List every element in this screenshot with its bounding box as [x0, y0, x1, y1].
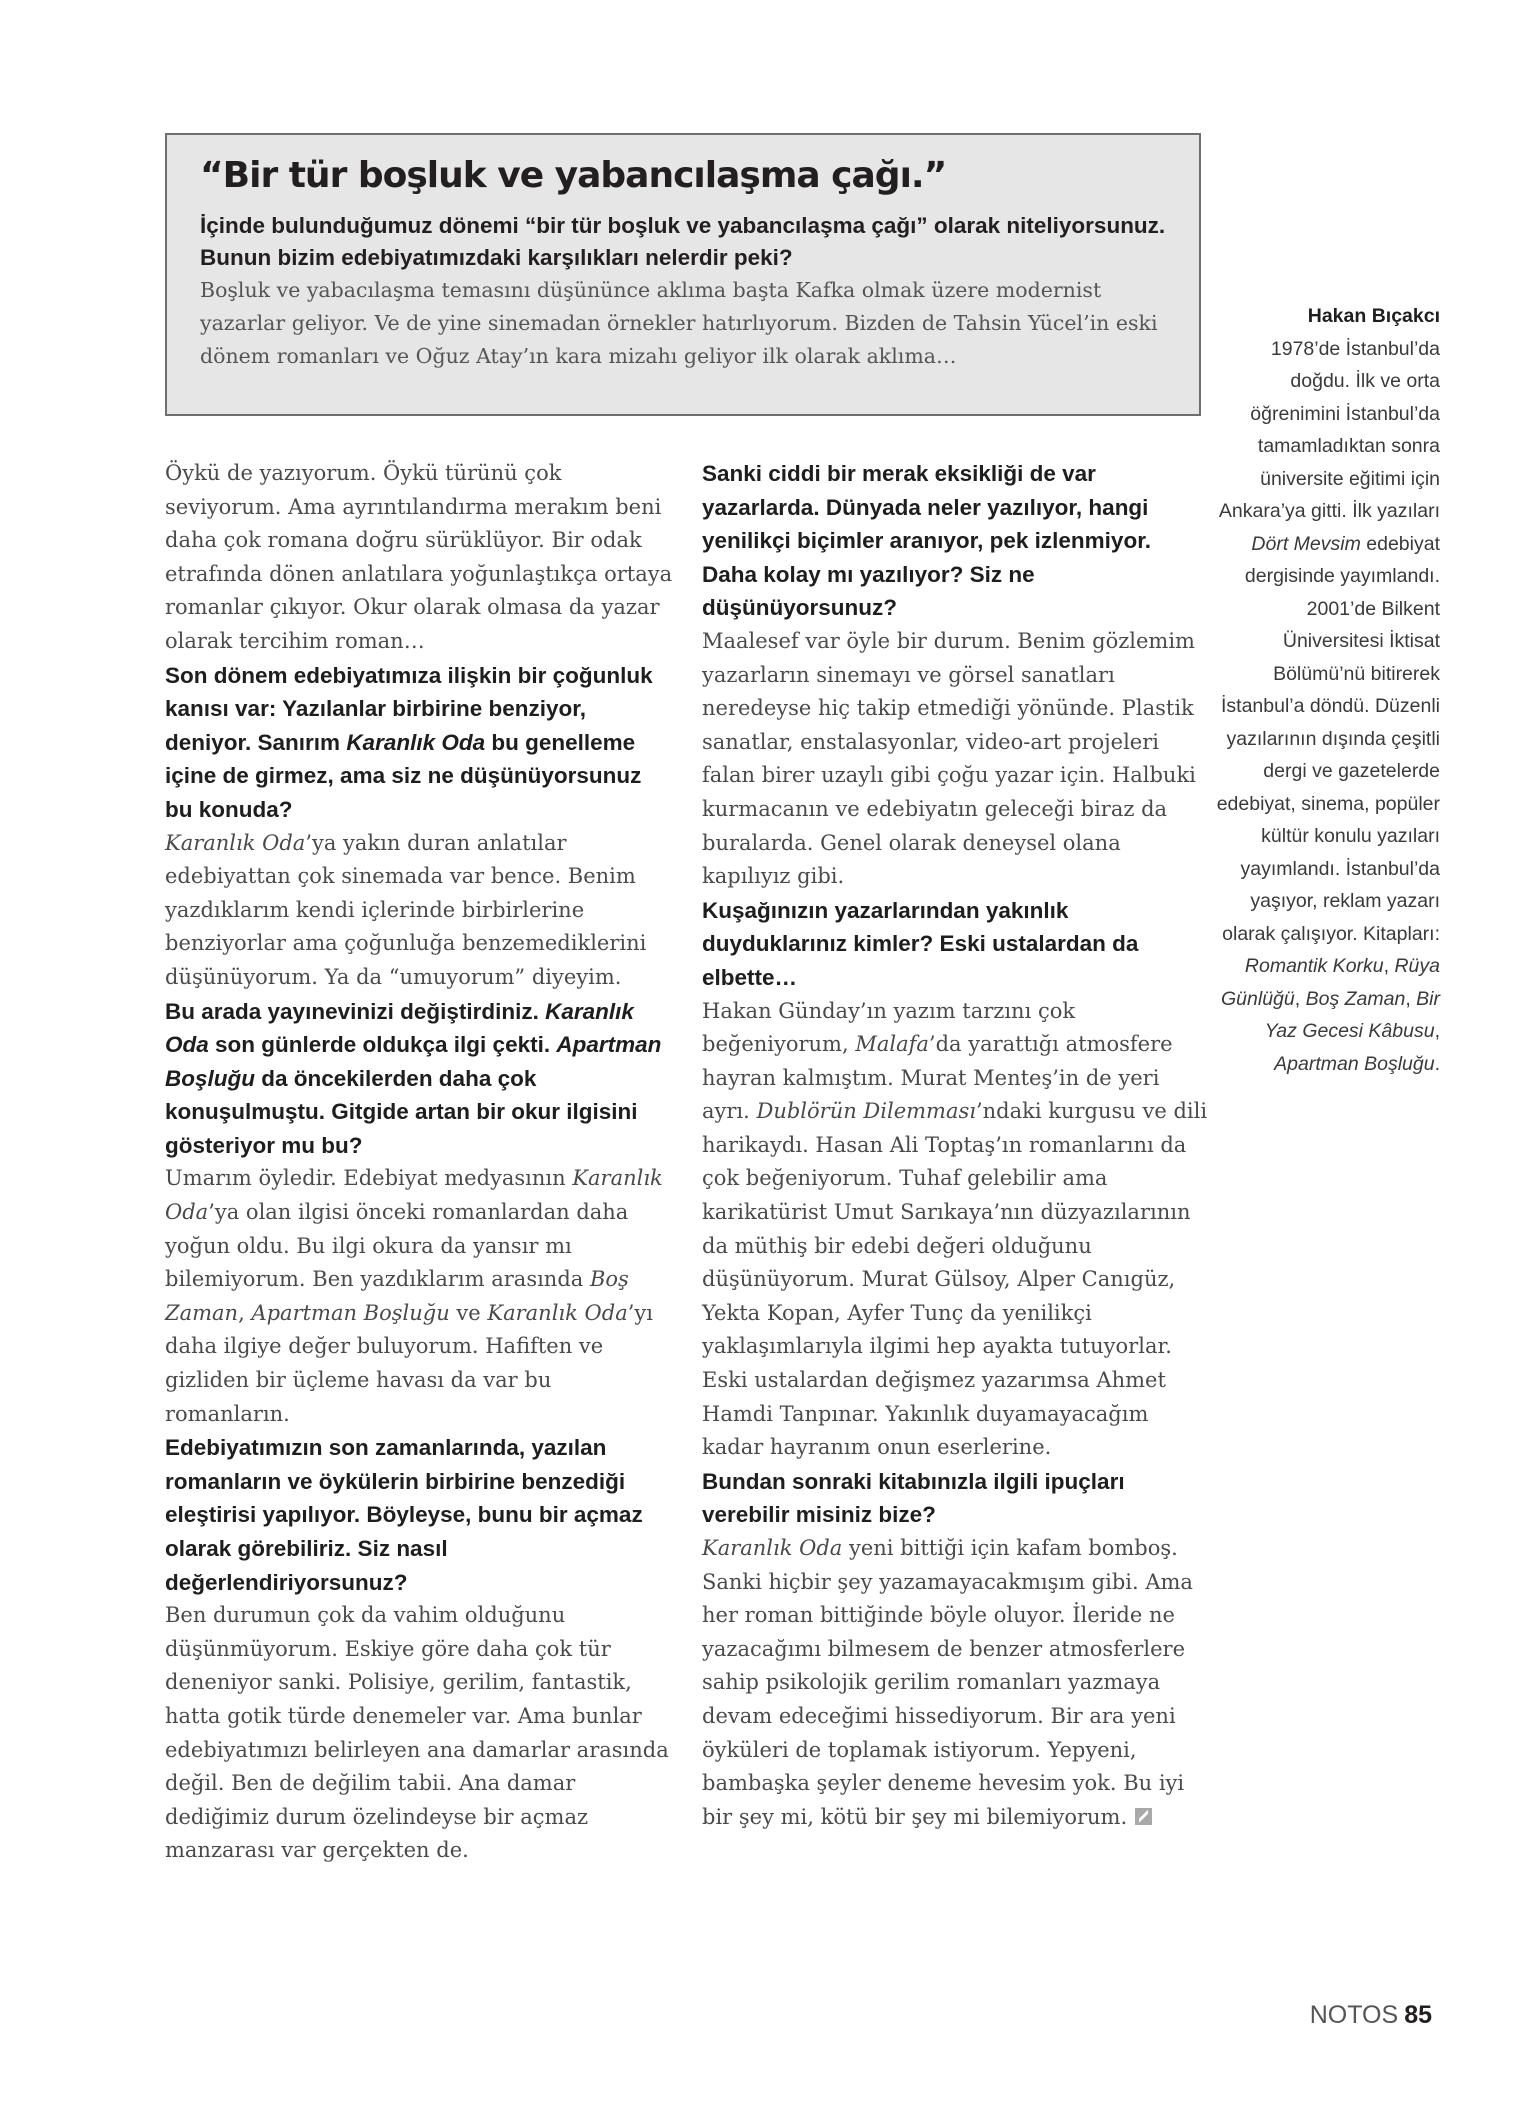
author-bio: 1978’de İstanbul’da doğdu. İlk ve orta öğrenimini İstanbul’da tamamladıktan sonra üniversite eğitimi için Ankara’ya gitti. İlk yazıları Dört Mevsim edebiyat dergisinde yayımlandı. 2001’de Bilkent Üniversitesi İktisat Bölümü’nü bitirerek İstanbul’a döndü. Düzenli yazılarının dışında çeşitli dergi ve gazetelerde edebiyat, sinema, popüler kültür konulu yazıları yayımlandı. İstanbul’da yaşıyor, reklam yazarı olarak çalışıyor. Kitapları: Romantik Korku, Rüya Günlüğü, Boş Zaman, Bir Yaz Gecesi Kâbusu, Apartman Boşluğu.	[1216, 337, 1440, 1075]
end-mark-icon	[1135, 1808, 1152, 1825]
highlight-box	[165, 133, 1201, 416]
author-bio-sidebar	[1215, 300, 1440, 1080]
answer-paragraph: Umarım öyledir. Edebiyat medyasının Karanlık Oda’ya olan ilgisi önceki romanlardan daha yoğun oldu. Bu ilgi okura da yansır mı bilemiyorum. Ben yazdıklarım arasında Boş Zaman, Apartman Boşluğu ve Karanlık Oda’yı daha ilgiye değer buluyorum. Hafiften ve gizliden bir üçleme havası da var bu romanların.	[165, 1166, 663, 1426]
text-column-right	[702, 457, 1212, 1834]
answer-paragraph: Öykü de yazıyorum. Öykü türünü çok seviyorum. Ama ayrıntılandırma merakım beni daha çok romana doğru sürüklüyor. Bir odak etrafında dönen anlatılara yoğunlaştıkça ortaya romanlar çıkıyor. Okur olarak olmasa da yazar olarak tercihim roman…	[165, 461, 673, 653]
box-question: İçinde bulunduğumuz dönemi “bir tür boşluk ve yabancılaşma çağı” olarak niteliyorsunuz. Bunun bizim edebiyatımızdaki karşılıkları nelerdir peki?	[200, 213, 1166, 271]
question-paragraph: Edebiyatımızın son zamanlarında, yazılan romanların ve öykülerin birbirine benzediği eleştirisi yapılıyor. Böyleyse, bunu bir açmaz olarak görebiliriz. Siz nasıl değerlendiriyorsunuz?	[165, 1435, 643, 1595]
box-answer: Boşluk ve yabacılaşma temasını düşününce aklıma başta Kafka olmak üzere modernist yazarlar geliyor. Ve de yine sinemadan örnekler hatırlıyorum. Bizden de Tahsin Yücel’in eski dönem romanları ve Oğuz Atay’ın kara mizahı geliyor ilk olarak aklıma…	[200, 278, 1158, 369]
page-number: 85	[1404, 2001, 1432, 2029]
answer-paragraph: Ben durumun çok da vahim olduğunu düşünmüyorum. Eskiye göre daha çok tür deneniyor sanki. Polisiye, gerilim, fantastik, hatta gotik türde denemeler var. Ama bunlar edebiyatımızı belirleyen ana damarlar arasında değil. Ben de değilim tabii. Ana damar dediğimiz durum özelindeyse bir açmaz manzarası var gerçekten de.	[165, 1603, 669, 1863]
question-paragraph: Son dönem edebiyatımıza ilişkin bir çoğunluk kanısı var: Yazılanlar birbirine benziyor, deniyor. Sanırım Karanlık Oda bu genelleme içine de girmez, ama siz ne düşünüyorsunuz bu konuda?	[165, 662, 653, 822]
question-paragraph: Bu arada yayınevinizi değiştirdiniz. Karanlık Oda son günlerde oldukça ilgi çekti. Apartman Boşluğu da öncekilerden daha çok konuşulmuştu. Gitgide artan bir okur ilgisini gösteriyor mu bu?	[165, 998, 662, 1158]
answer-paragraph: Maalesef var öyle bir durum. Benim gözlemim yazarların sinemayı ve görsel sanatları neredeyse hiç takip etmediği yönünde. Plastik sanatlar, enstalasyonlar, video-art projeleri falan birer uzaylı gibi çoğu yazar için. Halbuki kurmacanın ve edebiyatın geleceği biraz da buralarda. Genel olarak deneysel olana kapılıyız gibi.	[702, 628, 1196, 889]
text-column-left	[165, 457, 675, 1868]
question-paragraph: Kuşağınızın yazarlarından yakınlık duyduklarınız kimler? Eski ustalardan da elbette…	[702, 897, 1139, 990]
answer-paragraph: Hakan Günday’ın yazım tarzını çok beğeniyorum, Malafa’da yarattığı atmosfere hayran kalmıştım. Murat Menteş’in de yeri ayrı. Dublörün Dilemması’ndaki kurgusu ve dili harikaydı. Hasan Ali Toptaş’ın romanlarını da çok beğeniyorum. Tuhaf gelebilir ama karikatürist Umut Sarıkaya’nın düzyazılarının da müthiş bir edebi değeri olduğunu düşünüyorum. Murat Gülsoy, Alper Canıgüz, Yekta Kopan, Ayfer Tunç da yenilikçi yaklaşımlarıyla ilgimi hep ayakta tutuyorlar. Eski ustalardan değişmez yazarımsa Ahmet Hamdi Tanpınar. Yakınlık duyamayacağım kadar hayranım onun eserlerine.	[702, 998, 1208, 1460]
answer-paragraph: Karanlık Oda’ya yakın duran anlatılar edebiyattan çok sinemada var bence. Benim yazdıklarım kendi içlerinde birbirlerine benziyorlar ama çoğunluğa benzemediklerini düşünüyorum. Ya da “umuyorum” diyeyim.	[165, 830, 647, 989]
answer-paragraph: Karanlık Oda yeni bittiği için kafam bomboş. Sanki hiçbir şey yazamayacakmışım gibi. Ama her roman bittiğinde böyle oluyor. İleride ne yazacağımı bilmesem de benzer atmosferlere sahip psikolojik gerilim romanları yazmaya devam edeceğimi hissediyorum. Bir ara yeni öyküleri de toplamak istiyorum. Yepyeni, bambaşka şeyler deneme hevesim yok. Bu iyi bir şey mi, kötü bir şey mi bilemiyorum.	[702, 1536, 1193, 1829]
pull-quote-title: “Bir tür boşluk ve yabancılaşma çağı.”	[200, 155, 947, 196]
question-paragraph: Bundan sonraki kitabınızla ilgili ipuçları verebilir misiniz bize?	[702, 1468, 1125, 1528]
author-name: Hakan Bıçakcı	[1307, 305, 1440, 327]
page-footer	[1310, 2001, 1432, 2030]
question-paragraph: Sanki ciddi bir merak eksikliği de var yazarlarda. Dünyada neler yazılıyor, hangi yenilikçi biçimler aranıyor, pek izlenmiyor. Daha kolay mı yazılıyor? Siz ne düşünüyorsunuz?	[702, 461, 1151, 621]
magazine-name: NOTOS	[1309, 2001, 1399, 2029]
